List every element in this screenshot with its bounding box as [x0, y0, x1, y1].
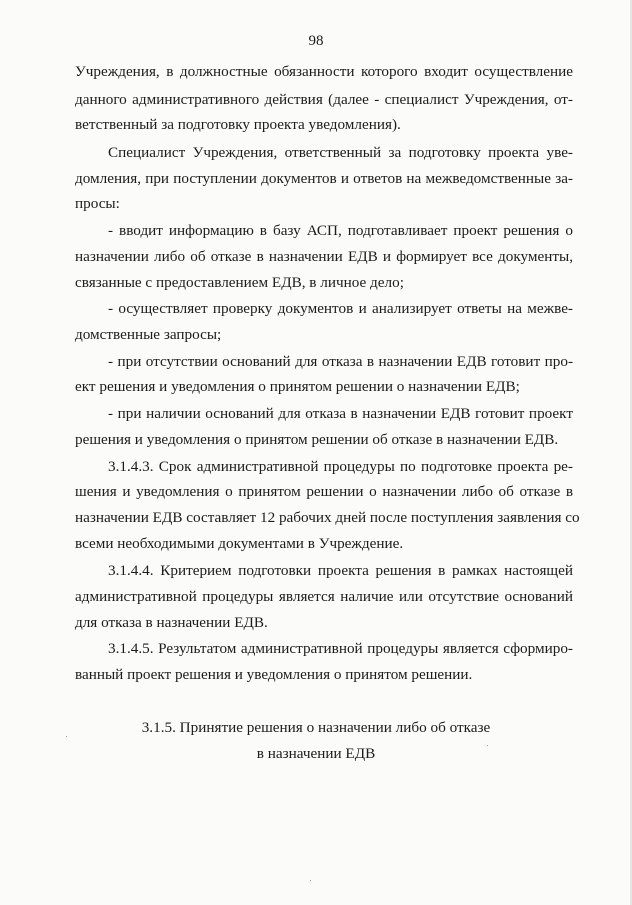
body-line: всеми необходимыми документами в Учреждение.: [75, 535, 404, 552]
body-line: шения и уведомления о принятом решении о назначении либо об отказе в: [75, 483, 573, 500]
body-line: ванный проект решения и уведомления о принятом решении.: [75, 666, 473, 683]
body-line: домления, при поступлении документов и ответов на межведомственные за-: [75, 170, 573, 187]
body-line: Учреждения, в должностные обязанности которого входит осуществление: [75, 63, 573, 80]
body-line: решения и уведомления о принятом решении об отказе в назначении ЕДВ.: [75, 431, 559, 448]
scan-speck: [487, 745, 488, 746]
section-heading-line-2: в назначении ЕДВ: [256, 745, 376, 762]
body-line: 3.1.4.3. Срок административной процедуры по подготовке проекта ре-: [108, 458, 573, 475]
body-line: для отказа в назначении ЕДВ.: [75, 614, 268, 631]
page-number: 98: [308, 33, 324, 49]
body-line: ект решения и уведомления о принятом решении о назначении ЕДВ;: [75, 378, 520, 395]
body-line: Специалист Учреждения, ответственный за подготовку проекта уве-: [108, 144, 573, 161]
body-line: - вводит информацию в базу АСП, подготавливает проект решения о: [108, 222, 573, 239]
body-line: назначении ЕДВ составляет 12 рабочих дней после поступления заявления со: [75, 509, 580, 526]
body-line: административной процедуры является наличие или отсутствие оснований: [75, 588, 573, 605]
body-line: ветственный за подготовку проекта уведомления).: [75, 116, 401, 133]
body-line: - осуществляет проверку документов и анализирует ответы на межве-: [108, 300, 573, 317]
body-line: - при отсутствии оснований для отказа в назначении ЕДВ готовит про-: [108, 353, 573, 370]
body-line: связанные с предоставлением ЕДВ, в личное дело;: [75, 274, 404, 291]
body-line: 3.1.4.4. Критерием подготовки проекта решения в рамках настоящей: [108, 562, 573, 579]
body-line: 3.1.4.5. Результатом административной процедуры является сформиро-: [108, 640, 573, 657]
scan-speck: [66, 736, 67, 737]
body-line: домственные запросы;: [75, 326, 222, 343]
body-line: - при наличии оснований для отказа в назначении ЕДВ готовит проект: [108, 405, 573, 422]
body-line: данного административного действия (далее - специалист Учреждения, от-: [75, 91, 573, 108]
section-heading-line-1: 3.1.5. Принятие решения о назначении либо об отказе: [141, 719, 491, 736]
scan-speck: [310, 880, 311, 881]
body-line: назначении либо об отказе в назначении ЕДВ и формирует все документы,: [75, 248, 573, 265]
body-line: просы:: [75, 195, 120, 212]
